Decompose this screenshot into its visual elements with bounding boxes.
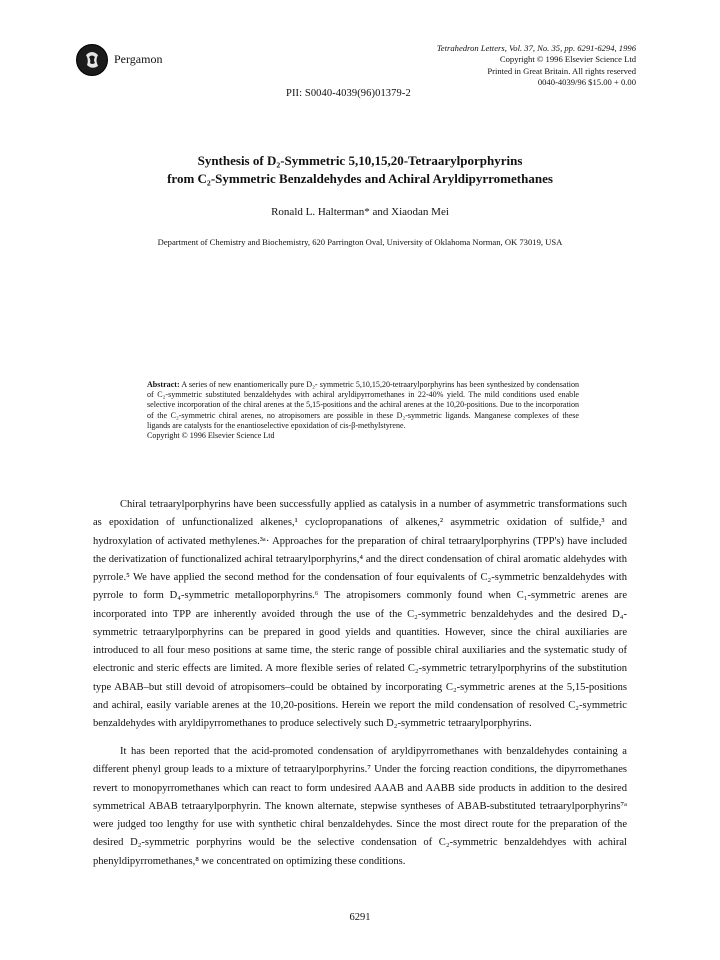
abstract-copyright: Copyright © 1996 Elsevier Science Ltd (147, 431, 275, 441)
abstract-label: Abstract: (147, 380, 180, 389)
journal-citation: Tetrahedron Letters, Vol. 37, No. 35, pp. 6291-6294, 1996 (436, 43, 636, 53)
abstract (147, 380, 579, 441)
page-number: 6291 (349, 912, 371, 923)
body-paragraph-1-block (93, 496, 627, 733)
price-line: 0040-4039/96 $15.00 + 0.00 (537, 76, 636, 87)
affiliation: Department of Chemistry and Biochemistry, 620 Parrington Oval, University of Oklahoma Norman, OK 73019, USA (157, 237, 563, 247)
copyright-line: Copyright © 1996 Elsevier Science Ltd (499, 54, 636, 65)
title-line-1: Synthesis of D₂-Symmetric 5,10,15,20-Tetraarylporphyrins (197, 153, 523, 168)
abstract-text: A series of new enantiomerically pure D₂- symmetric 5,10,15,20-tetraarylporphyrins has been synthesized by condensation of C₂-symmetric substituted benzaldehydes with achiral aryldipyrromethanes in 22-40% yield. The mild conditions used enable selective incorporation of the chiral arenes at the 5,15-positions and the achiral arenes at the 10,20-positions. Due to the incorporation of the C₂-symmetric chiral arenes, no atropisomers are possible in these D₂-symmetric ligands. Manganese complexes of these ligands are catalysts for the enantioselective epoxidation of cis-β-methylstyrene. (147, 380, 579, 430)
body-paragraph-2-block (93, 743, 627, 871)
article-title (60, 152, 660, 188)
authors: Ronald L. Halterman* and Xiaodan Mei (271, 206, 449, 218)
pii-identifier: PII: S0040-4039(96)01379-2 (286, 88, 411, 99)
body-paragraph-2: It has been reported that the acid-promoted condensation of aryldipyrromethanes with benzaldehydes containing a different phenyl group leads to a mixture of tetraarylporphyrins.⁷ Under the forcing reaction conditions, the dipyrromethanes revert to monopyrromethanes which can react to form undesired AAAB and AABB side products in addition to the desired symmetrical ABAB tetraarylporphyrin. The known alternate, stepwise syntheses of ABAB-substituted tetraarylporphyrins⁷ᵃ were judged too lengthy for use with synthetic chiral benzaldehydes. Since the most direct route for the preparation of the desired D₂-symmetric porphyrins would be the selective condensation of C₂-symmetric benzaldehdyes with achiral phenyldipyrromethanes,⁸ we concentrated on optimizing these conditions. (93, 746, 627, 867)
title-line-2: from C₂-Symmetric Benzaldehydes and Achiral Aryldipyrromethanes (167, 171, 553, 186)
pergamon-logo (76, 44, 108, 76)
journal-info (336, 43, 636, 88)
printed-line: Printed in Great Britain. All rights reserved (487, 65, 636, 76)
publisher-name: Pergamon (114, 52, 163, 66)
body-paragraph-1: Chiral tetraarylporphyrins have been successfully applied as catalysis in a number of asymmetric transformations such as epoxidation of unfunctionalized alkenes,¹ cyclopropanations of alkenes,² asymmetric oxidation of sulfide,³ and hydroxylation of activated methylenes.³ᵃ· Approaches for the preparation of chiral tetraarylporphyrins (TPP's) have included the derivatization of functionalized achiral tetraarylporphyrins,⁴ and the direct condensation of chiral aromatic aldehydes with pyrrole.⁵ We have applied the second method for the condensation of four equivalents of C₂-symmetric benzaldehydes with pyrrole to form D₄-symmetric metalloporphyrins.⁶ The atropisomers commonly found when C₁-symmetric arenes are incorporated into TPP are inherently avoided through the use of the C₂-symmetric benzaldehydes and the desired D₄-symmetric tetraarylporphyrins can be prepared in good yields and quantities. However, since the chiral auxiliaries are introduced to all four meso positions at same time, the steric range of possible chiral auxiliaries and the systematic study of electronic and steric effects are limited. A more flexible series of related C₂-symmetric tetrarylporphyrins of the substitution type ABAB–but still devoid of atropisomers–could be obtained by incorporating C₂-symmetric arenes at the 5,15-positions and achiral, easily variable arenes at the 10,20-positions. Herein we report the mild condensation of resolved C₂-symmetric benzaldehydes with aryldipyrromethanes to produce selectively such D₂-symmetric tetraarylporphyrins. (93, 499, 627, 729)
